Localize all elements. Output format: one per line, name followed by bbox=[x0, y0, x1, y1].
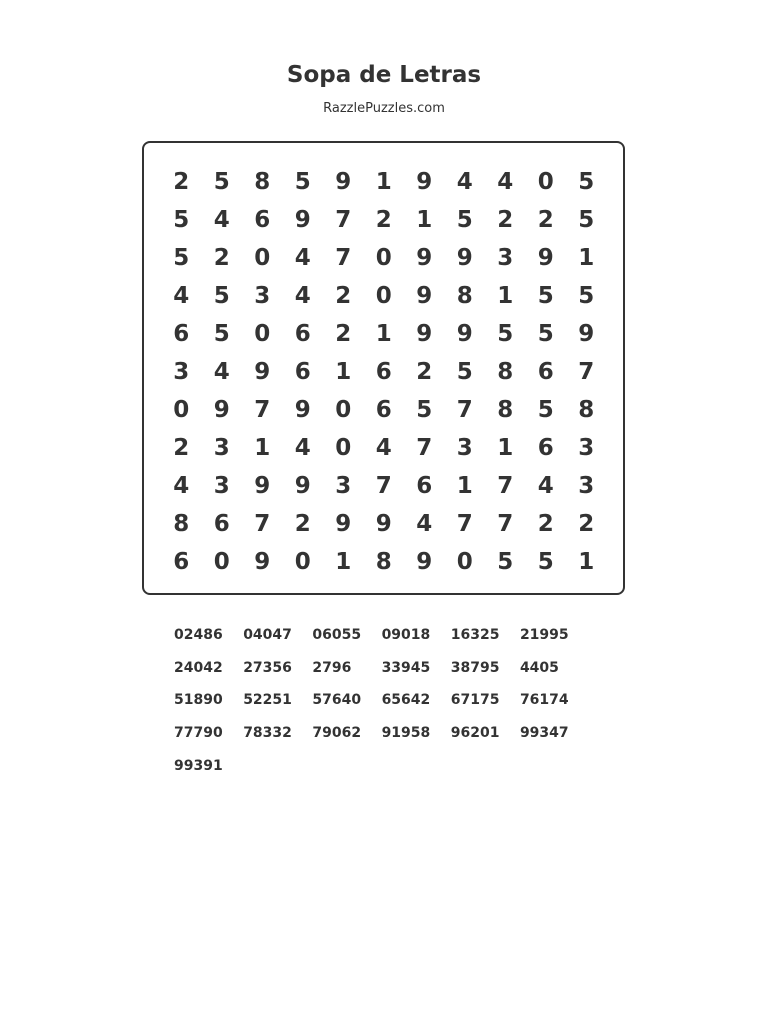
grid-cell[interactable]: 5 bbox=[456, 207, 473, 233]
word-list-row bbox=[174, 652, 604, 685]
grid-cell[interactable]: 3 bbox=[254, 283, 271, 309]
grid-cell[interactable]: 9 bbox=[416, 169, 433, 195]
grid-cell[interactable]: 5 bbox=[578, 207, 595, 233]
grid-cell[interactable]: 5 bbox=[537, 397, 554, 423]
grid-cell[interactable]: 9 bbox=[335, 169, 352, 195]
grid-cell[interactable]: 1 bbox=[416, 207, 433, 233]
grid-cell[interactable]: 4 bbox=[213, 359, 230, 385]
grid-cell[interactable]: 2 bbox=[294, 511, 311, 537]
word-list-item: 99347 bbox=[519, 725, 569, 742]
grid-cell[interactable]: 9 bbox=[456, 321, 473, 347]
grid-cell[interactable]: 5 bbox=[213, 283, 230, 309]
grid-cell[interactable]: 7 bbox=[254, 511, 271, 537]
word-list-item: 91958 bbox=[381, 725, 431, 742]
grid-cell[interactable]: 6 bbox=[294, 359, 311, 385]
grid-cell[interactable]: 4 bbox=[173, 473, 190, 499]
word-list-row bbox=[174, 619, 604, 652]
grid-cell[interactable]: 2 bbox=[335, 283, 352, 309]
grid-cell[interactable]: 7 bbox=[578, 359, 595, 385]
grid-cell[interactable]: 2 bbox=[578, 511, 595, 537]
grid-cell[interactable]: 2 bbox=[537, 511, 554, 537]
grid-cell[interactable]: 1 bbox=[254, 435, 271, 461]
word-list-item: 27356 bbox=[243, 659, 292, 676]
word-list-item: 2796 bbox=[312, 659, 352, 676]
grid-cell[interactable]: 9 bbox=[456, 245, 473, 271]
grid-cell[interactable]: 0 bbox=[537, 169, 554, 195]
grid-cell[interactable]: 1 bbox=[335, 549, 352, 575]
grid-cell[interactable]: 2 bbox=[375, 207, 392, 233]
grid-cell[interactable]: 9 bbox=[578, 321, 595, 347]
word-list-item: 52251 bbox=[243, 692, 292, 709]
grid-cell[interactable]: 2 bbox=[335, 321, 352, 347]
word-list-item: 4405 bbox=[519, 659, 559, 676]
grid-cell[interactable]: 5 bbox=[213, 321, 230, 347]
grid-cell[interactable]: 9 bbox=[416, 245, 433, 271]
grid-cell[interactable]: 3 bbox=[213, 473, 230, 499]
grid-cell[interactable]: 5 bbox=[173, 207, 190, 233]
grid-cell[interactable]: 3 bbox=[497, 245, 514, 271]
grid-cell[interactable]: 4 bbox=[213, 207, 230, 233]
grid-cell[interactable]: 9 bbox=[416, 283, 433, 309]
word-list-item: 96201 bbox=[450, 725, 500, 742]
grid-cell[interactable]: 5 bbox=[497, 549, 514, 575]
grid-cell[interactable]: 5 bbox=[213, 169, 230, 195]
word-list-item: 65642 bbox=[381, 692, 431, 709]
grid-cell[interactable]: 9 bbox=[537, 245, 554, 271]
grid-cell[interactable]: 4 bbox=[294, 283, 311, 309]
grid-cell[interactable]: 4 bbox=[456, 169, 473, 195]
word-list-item: 16325 bbox=[450, 627, 500, 644]
grid-cell[interactable]: 1 bbox=[497, 283, 514, 309]
grid-cell[interactable]: 7 bbox=[497, 511, 514, 537]
grid-cell[interactable]: 5 bbox=[537, 549, 554, 575]
grid-cell[interactable]: 0 bbox=[375, 245, 392, 271]
grid-cell[interactable]: 9 bbox=[254, 549, 271, 575]
word-list bbox=[174, 619, 604, 782]
grid-cell[interactable]: 9 bbox=[294, 473, 311, 499]
word-list-item: 99391 bbox=[174, 757, 223, 774]
grid-cell[interactable]: 8 bbox=[173, 511, 190, 537]
grid-cell[interactable]: 3 bbox=[456, 435, 473, 461]
grid-cell[interactable]: 4 bbox=[537, 473, 554, 499]
grid-cell[interactable]: 4 bbox=[173, 283, 190, 309]
grid-cell[interactable]: 5 bbox=[456, 359, 473, 385]
word-list-item: 04047 bbox=[243, 627, 292, 644]
grid-cell[interactable]: 0 bbox=[294, 549, 311, 575]
grid-cell[interactable]: 2 bbox=[173, 169, 190, 195]
grid-cell[interactable]: 9 bbox=[375, 511, 392, 537]
grid-cell[interactable]: 7 bbox=[456, 397, 473, 423]
grid-cell[interactable]: 6 bbox=[173, 321, 190, 347]
grid-cell[interactable]: 1 bbox=[335, 359, 352, 385]
grid-cell[interactable]: 0 bbox=[173, 397, 190, 423]
grid-cell[interactable]: 9 bbox=[213, 397, 230, 423]
grid-cell[interactable]: 1 bbox=[456, 473, 473, 499]
grid-cell[interactable]: 4 bbox=[416, 511, 433, 537]
grid-cell[interactable]: 7 bbox=[456, 511, 473, 537]
grid-cell[interactable]: 3 bbox=[578, 473, 595, 499]
word-list-item: 76174 bbox=[519, 692, 569, 709]
grid-cell[interactable]: 3 bbox=[213, 435, 230, 461]
word-list-row bbox=[174, 717, 604, 750]
word-list-item: 57640 bbox=[312, 692, 362, 709]
grid-cell[interactable]: 4 bbox=[375, 435, 392, 461]
grid-cell[interactable]: 8 bbox=[497, 359, 514, 385]
grid-cell[interactable]: 8 bbox=[456, 283, 473, 309]
grid-cell[interactable]: 5 bbox=[416, 397, 433, 423]
grid-cell[interactable]: 8 bbox=[254, 169, 271, 195]
word-list-item: 67175 bbox=[450, 692, 500, 709]
grid-cell[interactable]: 2 bbox=[173, 435, 190, 461]
grid-cell[interactable]: 0 bbox=[375, 283, 392, 309]
grid-cell[interactable]: 5 bbox=[294, 169, 311, 195]
word-list-item: 33945 bbox=[381, 659, 431, 676]
grid-cell[interactable]: 1 bbox=[375, 321, 392, 347]
grid-cell[interactable]: 8 bbox=[497, 397, 514, 423]
grid-cell[interactable]: 4 bbox=[294, 435, 311, 461]
letter-grid[interactable] bbox=[161, 163, 607, 581]
grid-cell[interactable]: 0 bbox=[213, 549, 230, 575]
grid-cell[interactable]: 0 bbox=[254, 321, 271, 347]
grid-cell[interactable]: 5 bbox=[537, 321, 554, 347]
grid-cell[interactable]: 7 bbox=[375, 473, 392, 499]
word-list-item: 51890 bbox=[174, 692, 223, 709]
grid-cell[interactable]: 7 bbox=[497, 473, 514, 499]
grid-cell[interactable]: 0 bbox=[335, 435, 352, 461]
grid-cell[interactable]: 5 bbox=[497, 321, 514, 347]
word-list-item: 77790 bbox=[174, 725, 223, 742]
grid-cell[interactable]: 8 bbox=[578, 397, 595, 423]
grid-cell[interactable]: 5 bbox=[537, 283, 554, 309]
grid-cell[interactable]: 6 bbox=[254, 207, 271, 233]
page-title: Sopa de Letras bbox=[286, 62, 482, 88]
grid-cell[interactable]: 0 bbox=[254, 245, 271, 271]
grid-cell[interactable]: 3 bbox=[335, 473, 352, 499]
grid-cell[interactable]: 0 bbox=[335, 397, 352, 423]
grid-cell[interactable]: 9 bbox=[254, 359, 271, 385]
grid-cell[interactable]: 6 bbox=[537, 435, 554, 461]
grid-cell[interactable]: 6 bbox=[294, 321, 311, 347]
grid-cell[interactable]: 9 bbox=[335, 511, 352, 537]
grid-cell[interactable]: 6 bbox=[416, 473, 433, 499]
site-credit: RazzlePuzzles.com bbox=[323, 101, 445, 116]
word-list-row bbox=[174, 749, 604, 782]
grid-cell[interactable]: 2 bbox=[213, 245, 230, 271]
grid-cell[interactable]: 6 bbox=[375, 397, 392, 423]
grid-cell[interactable]: 5 bbox=[578, 169, 595, 195]
word-list-item: 38795 bbox=[450, 659, 500, 676]
grid-cell[interactable]: 0 bbox=[456, 549, 473, 575]
grid-cell[interactable]: 9 bbox=[254, 473, 271, 499]
grid-cell[interactable]: 8 bbox=[375, 549, 392, 575]
word-list-item: 09018 bbox=[381, 627, 431, 644]
grid-cell[interactable]: 1 bbox=[578, 549, 595, 575]
grid-cell[interactable]: 4 bbox=[294, 245, 311, 271]
grid-cell[interactable]: 2 bbox=[537, 207, 554, 233]
grid-cell[interactable]: 6 bbox=[537, 359, 554, 385]
grid-cell[interactable]: 5 bbox=[173, 245, 190, 271]
grid-cell[interactable]: 1 bbox=[578, 245, 595, 271]
word-list-item: 06055 bbox=[312, 627, 362, 644]
grid-cell[interactable]: 6 bbox=[213, 511, 230, 537]
grid-cell[interactable]: 6 bbox=[173, 549, 190, 575]
grid-cell[interactable]: 7 bbox=[335, 207, 352, 233]
word-list-item: 24042 bbox=[174, 659, 223, 676]
grid-cell[interactable]: 9 bbox=[416, 549, 433, 575]
grid-cell[interactable]: 3 bbox=[173, 359, 190, 385]
grid-cell[interactable]: 1 bbox=[497, 435, 514, 461]
grid-cell[interactable]: 7 bbox=[335, 245, 352, 271]
grid-cell[interactable]: 2 bbox=[497, 207, 514, 233]
grid-cell[interactable]: 9 bbox=[294, 207, 311, 233]
grid-cell[interactable]: 9 bbox=[416, 321, 433, 347]
grid-cell[interactable]: 9 bbox=[294, 397, 311, 423]
grid-cell[interactable]: 5 bbox=[578, 283, 595, 309]
grid-cell[interactable]: 7 bbox=[254, 397, 271, 423]
word-list-item: 21995 bbox=[519, 627, 569, 644]
grid-cell[interactable]: 7 bbox=[416, 435, 433, 461]
word-list-row bbox=[174, 684, 604, 717]
grid-cell[interactable]: 1 bbox=[375, 169, 392, 195]
grid-cell[interactable]: 4 bbox=[497, 169, 514, 195]
grid-cell[interactable]: 3 bbox=[578, 435, 595, 461]
word-list-item: 02486 bbox=[174, 627, 223, 644]
grid-cell[interactable]: 2 bbox=[416, 359, 433, 385]
grid-cell[interactable]: 6 bbox=[375, 359, 392, 385]
word-list-item: 78332 bbox=[243, 725, 292, 742]
word-list-item: 79062 bbox=[312, 725, 362, 742]
